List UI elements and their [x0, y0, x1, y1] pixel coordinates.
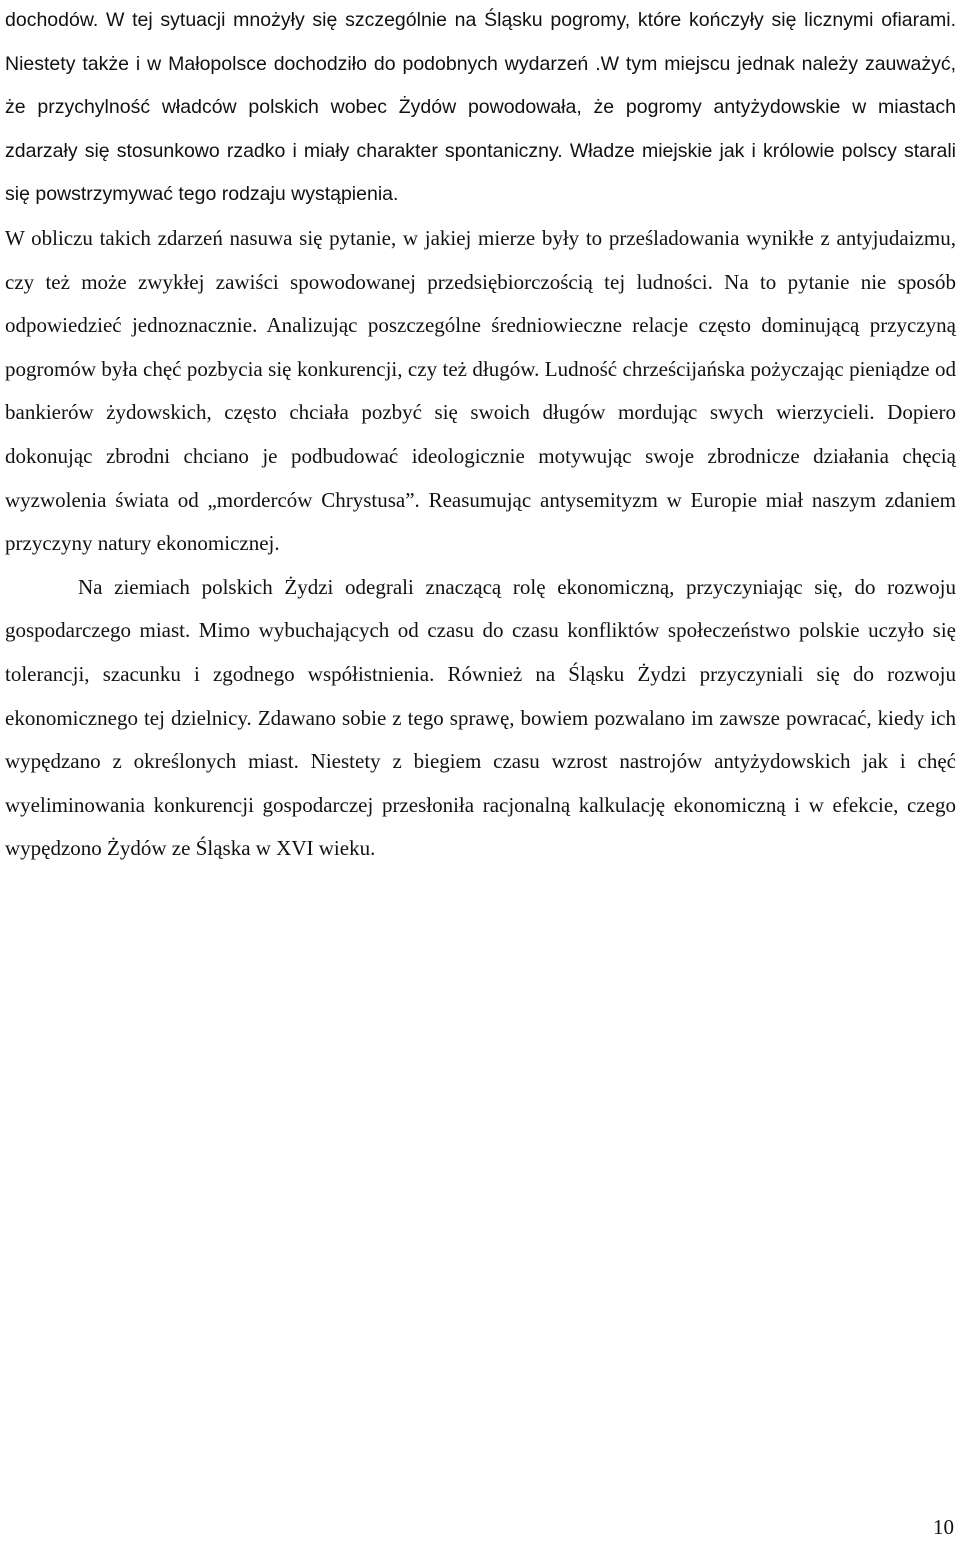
paragraph-1: dochodów. W tej sytuacji mnożyły się szczególnie na Śląsku pogromy, które kończyły się licznymi ofiarami. Niestety także i w Małopolsce dochodziło do podobnych wydarzeń .W tym miejscu jednak należy zauważyć, że przychylność władców polskich wobec Żydów powodowała, że pogromy antyżydowskie w miastach zdarzały się stosunkowo rzadko i miały charakter spontaniczny. Władze miejskie jak i królowie polscy starali się powstrzymywać tego rodzaju wystąpienia.	[5, 9, 956, 206]
document-page	[5, 0, 956, 871]
paragraph-3: Na ziemiach polskich Żydzi odegrali znaczącą rolę ekonomiczną, przyczyniając się, do rozwoju gospodarczego miast. Mimo wybuchających od czasu do czasu konfliktów społeczeństwo polskie uczyło się tolerancji, szacunku i zgodnego współistnienia. Również na Śląsku Żydzi przyczyniali się do rozwoju ekonomicznego tej dzielnicy. Zdawano sobie z tego sprawę, bowiem pozwalano im zawsze powracać, kiedy ich wypędzano z określonych miast. Niestety z biegiem czasu wzrost nastrojów antyżydowskich jak i chęć wyeliminowania konkurencji gospodarczej przesłoniła racjonalną kalkulację ekonomiczną i w efekcie, czego wypędzono Żydów ze Śląska w XVI wieku.	[5, 574, 956, 861]
paragraph-2: W obliczu takich zdarzeń nasuwa się pytanie, w jakiej mierze były to prześladowania wynikłe z antyjudaizmu, czy też może zwykłej zawiści spowodowanej przedsiębiorczością tej ludności. Na to pytanie nie sposób odpowiedzieć jednoznacznie. Analizując poszczególne średniowieczne relacje często dominującą przyczyną pogromów była chęć pozbycia się konkurencji, czy też długów. Ludność chrześcijańska pożyczając pieniądze od bankierów żydowskich, często chciała pozbyć się swoich długów mordując swych wierzycieli. Dopiero dokonując zbrodni chciano je podbudować ideologicznie motywując swoje zbrodnicze działania chęcią wyzwolenia świata od „morderców Chrystusa”. Reasumując antysemityzm w Europie miał naszym zdaniem przyczyny natury ekonomicznej.	[5, 225, 956, 556]
page-number: 10	[933, 1515, 954, 1539]
